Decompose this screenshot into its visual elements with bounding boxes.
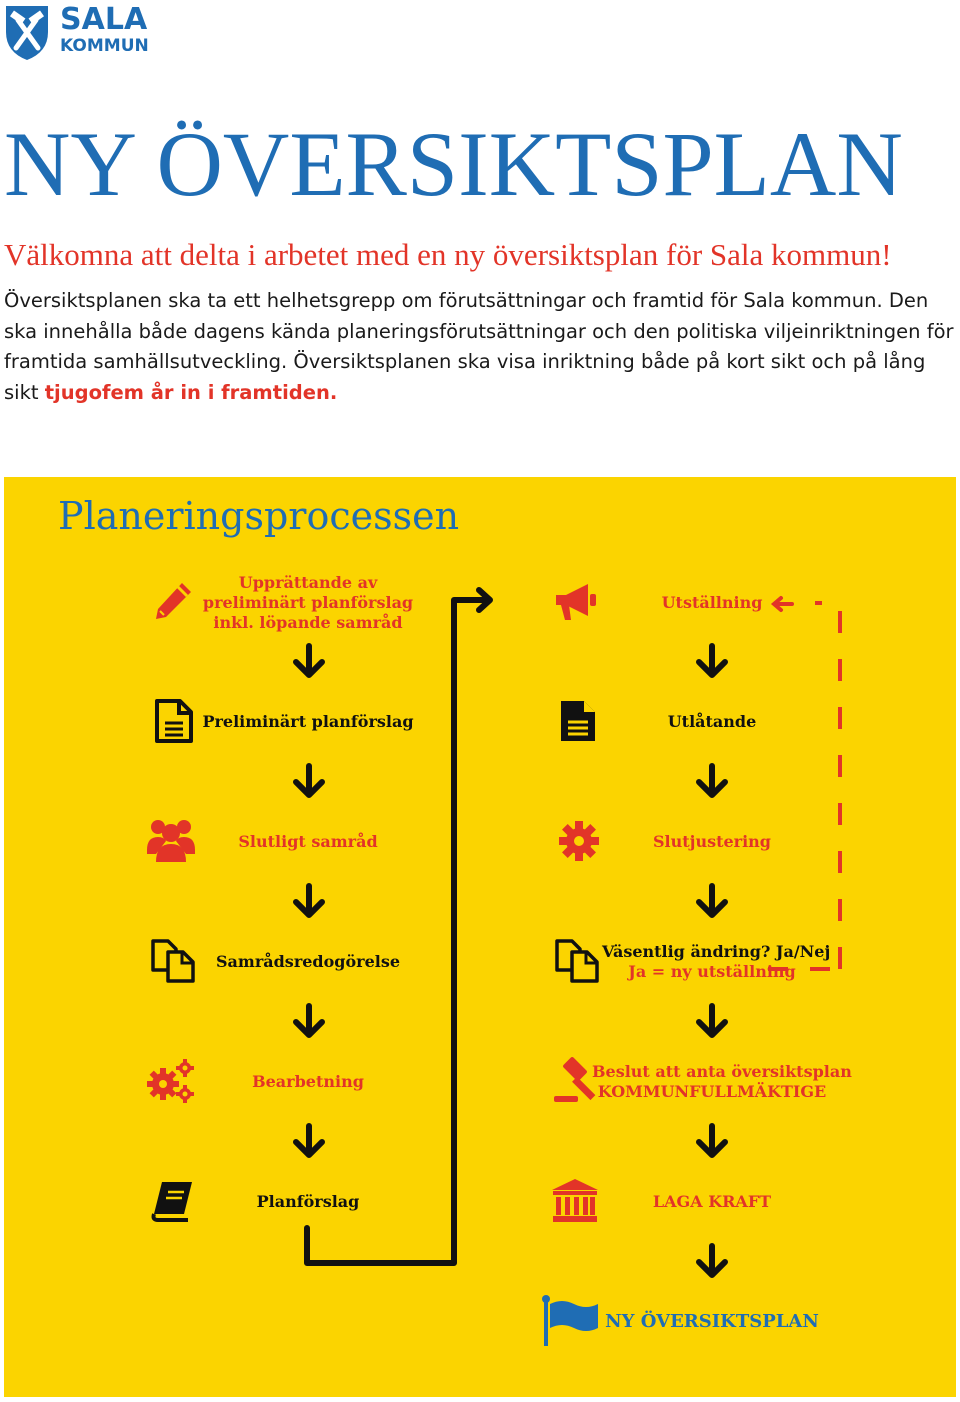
step-upprattande: Upprättande av preliminärt planförslag inkl. löpande samråd <box>202 573 414 632</box>
down-arrow-icon <box>699 1006 725 1035</box>
step-planforslag: Planförslag <box>256 1192 360 1211</box>
step-preliminart-planforslag: Preliminärt planförslag <box>202 712 414 731</box>
process-title: Planeringsprocessen <box>58 494 460 538</box>
down-arrow-icon <box>296 1006 322 1035</box>
down-arrow-icon <box>699 766 725 795</box>
step-vasentlig-andring-sub: Ja = ny utställning <box>628 962 796 981</box>
step-slutjustering: Slutjustering <box>653 832 771 851</box>
down-arrow-icon <box>296 646 322 675</box>
logo-subname: KOMMUN <box>60 36 149 56</box>
step-vasentlig-andring: Väsentlig ändring? Ja/Nej <box>602 942 831 961</box>
down-arrow-icon <box>296 766 322 795</box>
step-utstallning: Utställning <box>661 593 763 612</box>
down-arrow-icon <box>699 1126 725 1155</box>
logo-name: SALA <box>60 2 148 37</box>
intro-highlight: tjugofem år in i framtiden. <box>44 380 338 404</box>
step-ny-oversiktsplan: NY ÖVERSIKTSPLAN <box>605 1311 819 1332</box>
intro-text: Översiktsplanen ska ta ett helhetsgrepp om förutsättningar och framtid för Sala kommun. Den ska innehålla både dagens kända planeringsförutsättningar och den politiska viljeinriktningen för framtida samhällsutveckling. Översiktsplanen ska visa inriktning både på kort sikt och på lång sikt <box>4 289 954 404</box>
down-arrow-icon <box>296 1126 322 1155</box>
step-laga-kraft: LAGA KRAFT <box>652 1192 772 1211</box>
page-subtitle: Välkomna att delta i arbetet med en ny översiktsplan för Sala kommun! <box>4 237 892 272</box>
step-samradsredogorelse: Samrådsredogörelse <box>215 952 401 971</box>
step-utlatande: Utlåtande <box>667 712 757 731</box>
down-arrow-icon <box>699 1246 725 1275</box>
down-arrow-icon <box>296 886 322 915</box>
step-slutligt-samrad: Slutligt samråd <box>238 832 378 851</box>
down-arrow-icon <box>699 886 725 915</box>
step-bearbetning: Bearbetning <box>252 1072 364 1091</box>
step-beslut: Beslut att anta översiktsplan <box>592 1062 852 1081</box>
step-beslut-sub: KOMMUNFULLMÄKTIGE <box>597 1082 827 1101</box>
down-arrow-icon <box>699 646 725 675</box>
page-title: NY ÖVERSIKTSPLAN <box>4 113 903 215</box>
